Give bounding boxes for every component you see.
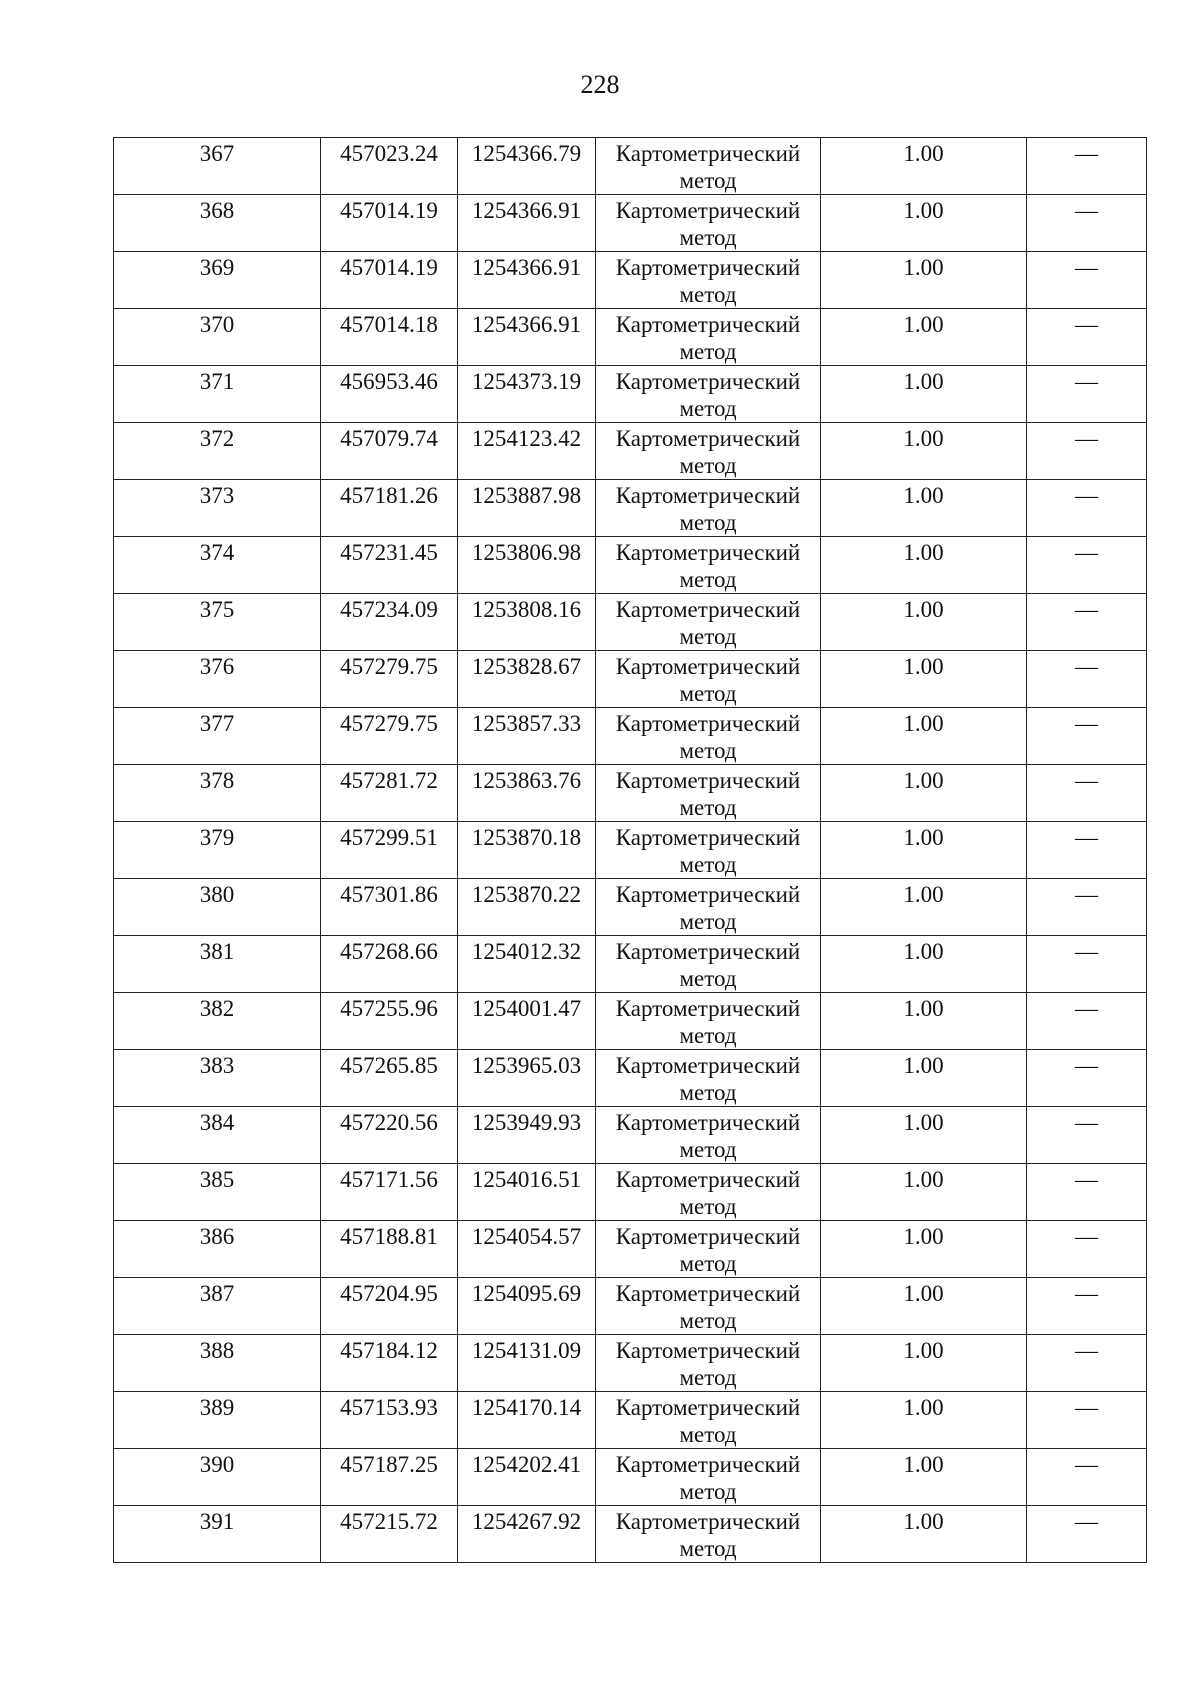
method-cell [596, 138, 821, 195]
note-cell [1027, 765, 1147, 822]
dash-mark: — [1075, 369, 1098, 394]
accuracy-cell: 1.00 [821, 1392, 1027, 1449]
y-coordinate-cell: 1253806.98 [458, 537, 596, 594]
dash-mark: — [1075, 1224, 1098, 1249]
method-cell [596, 936, 821, 993]
point-number-cell: 378 [114, 765, 321, 822]
point-number-cell: 373 [114, 480, 321, 537]
method-cell [596, 423, 821, 480]
accuracy-cell: 1.00 [821, 651, 1027, 708]
y-coordinate-cell: 1254366.91 [458, 195, 596, 252]
x-coordinate-cell: 457079.74 [321, 423, 458, 480]
table-row [114, 765, 1147, 822]
method-line-2: метод [679, 681, 737, 706]
method-line-1: Картометрический [615, 1053, 801, 1078]
dash-mark: — [1075, 825, 1098, 850]
y-coordinate-cell: 1254131.09 [458, 1335, 596, 1392]
y-coordinate-cell: 1253863.76 [458, 765, 596, 822]
table-row [114, 1506, 1147, 1563]
y-coordinate-cell: 1254373.19 [458, 366, 596, 423]
table-row [114, 708, 1147, 765]
note-cell [1027, 537, 1147, 594]
method-line-2: метод [679, 852, 737, 877]
point-number-cell: 379 [114, 822, 321, 879]
accuracy-cell: 1.00 [821, 1164, 1027, 1221]
dash-mark: — [1075, 1395, 1098, 1420]
method-line-2: метод [679, 1080, 737, 1105]
y-coordinate-cell: 1254012.32 [458, 936, 596, 993]
point-number-cell: 376 [114, 651, 321, 708]
table-row [114, 480, 1147, 537]
coordinates-table [113, 137, 1147, 1563]
method-line-1: Картометрический [615, 711, 801, 736]
method-line-2: метод [679, 567, 737, 592]
x-coordinate-cell: 457255.96 [321, 993, 458, 1050]
method-cell [596, 1107, 821, 1164]
dash-mark: — [1075, 312, 1098, 337]
table-row [114, 1278, 1147, 1335]
method-line-2: метод [679, 225, 737, 250]
method-line-1: Картометрический [615, 768, 801, 793]
accuracy-cell: 1.00 [821, 879, 1027, 936]
method-cell [596, 252, 821, 309]
table-row [114, 1335, 1147, 1392]
point-number-cell: 388 [114, 1335, 321, 1392]
note-cell [1027, 138, 1147, 195]
method-line-2: метод [679, 795, 737, 820]
table-row [114, 1164, 1147, 1221]
method-line-1: Картометрический [615, 597, 801, 622]
method-line-1: Картометрический [615, 882, 801, 907]
note-cell [1027, 1278, 1147, 1335]
note-cell [1027, 651, 1147, 708]
table-row [114, 138, 1147, 195]
method-line-2: метод [679, 396, 737, 421]
method-line-1: Картометрический [615, 369, 801, 394]
method-cell [596, 708, 821, 765]
point-number-cell: 384 [114, 1107, 321, 1164]
method-line-2: метод [679, 966, 737, 991]
point-number-cell: 387 [114, 1278, 321, 1335]
note-cell [1027, 309, 1147, 366]
accuracy-cell: 1.00 [821, 594, 1027, 651]
method-line-1: Картометрический [615, 312, 801, 337]
accuracy-cell: 1.00 [821, 480, 1027, 537]
table-row [114, 822, 1147, 879]
dash-mark: — [1075, 1110, 1098, 1135]
accuracy-cell: 1.00 [821, 822, 1027, 879]
dash-mark: — [1075, 768, 1098, 793]
accuracy-cell: 1.00 [821, 1050, 1027, 1107]
dash-mark: — [1075, 255, 1098, 280]
table-row [114, 879, 1147, 936]
x-coordinate-cell: 457153.93 [321, 1392, 458, 1449]
note-cell [1027, 993, 1147, 1050]
method-line-2: метод [679, 1308, 737, 1333]
note-cell [1027, 366, 1147, 423]
point-number-cell: 374 [114, 537, 321, 594]
accuracy-cell: 1.00 [821, 366, 1027, 423]
note-cell [1027, 1449, 1147, 1506]
point-number-cell: 382 [114, 993, 321, 1050]
y-coordinate-cell: 1254202.41 [458, 1449, 596, 1506]
x-coordinate-cell: 457265.85 [321, 1050, 458, 1107]
note-cell [1027, 1392, 1147, 1449]
method-cell [596, 195, 821, 252]
point-number-cell: 367 [114, 138, 321, 195]
dash-mark: — [1075, 654, 1098, 679]
method-line-2: метод [679, 1536, 737, 1561]
method-line-1: Картометрический [615, 255, 801, 280]
method-line-2: метод [679, 624, 737, 649]
dash-mark: — [1075, 1053, 1098, 1078]
note-cell [1027, 1050, 1147, 1107]
x-coordinate-cell: 456953.46 [321, 366, 458, 423]
note-cell [1027, 423, 1147, 480]
y-coordinate-cell: 1253808.16 [458, 594, 596, 651]
accuracy-cell: 1.00 [821, 708, 1027, 765]
method-line-2: метод [679, 1365, 737, 1390]
table-body [114, 138, 1147, 1563]
y-coordinate-cell: 1254001.47 [458, 993, 596, 1050]
point-number-cell: 377 [114, 708, 321, 765]
x-coordinate-cell: 457171.56 [321, 1164, 458, 1221]
method-line-2: метод [679, 282, 737, 307]
method-line-2: метод [679, 1023, 737, 1048]
point-number-cell: 383 [114, 1050, 321, 1107]
x-coordinate-cell: 457014.19 [321, 195, 458, 252]
table-row [114, 423, 1147, 480]
y-coordinate-cell: 1253857.33 [458, 708, 596, 765]
method-line-1: Картометрический [615, 1338, 801, 1363]
accuracy-cell: 1.00 [821, 993, 1027, 1050]
dash-mark: — [1075, 939, 1098, 964]
y-coordinate-cell: 1254095.69 [458, 1278, 596, 1335]
method-cell [596, 1449, 821, 1506]
dash-mark: — [1075, 1281, 1098, 1306]
method-cell [596, 879, 821, 936]
dash-mark: — [1075, 597, 1098, 622]
table-row [114, 537, 1147, 594]
note-cell [1027, 252, 1147, 309]
table-row [114, 936, 1147, 993]
method-cell [596, 993, 821, 1050]
x-coordinate-cell: 457299.51 [321, 822, 458, 879]
point-number-cell: 375 [114, 594, 321, 651]
x-coordinate-cell: 457187.25 [321, 1449, 458, 1506]
method-line-2: метод [679, 1422, 737, 1447]
method-line-1: Картометрический [615, 1281, 801, 1306]
y-coordinate-cell: 1254123.42 [458, 423, 596, 480]
point-number-cell: 372 [114, 423, 321, 480]
accuracy-cell: 1.00 [821, 537, 1027, 594]
method-line-1: Картометрический [615, 654, 801, 679]
x-coordinate-cell: 457234.09 [321, 594, 458, 651]
point-number-cell: 380 [114, 879, 321, 936]
method-line-2: метод [679, 1479, 737, 1504]
accuracy-cell: 1.00 [821, 765, 1027, 822]
method-line-2: метод [679, 168, 737, 193]
y-coordinate-cell: 1254366.79 [458, 138, 596, 195]
point-number-cell: 368 [114, 195, 321, 252]
method-line-2: метод [679, 738, 737, 763]
x-coordinate-cell: 457281.72 [321, 765, 458, 822]
note-cell [1027, 480, 1147, 537]
accuracy-cell: 1.00 [821, 936, 1027, 993]
table-row [114, 309, 1147, 366]
dash-mark: — [1075, 198, 1098, 223]
method-cell [596, 822, 821, 879]
point-number-cell: 386 [114, 1221, 321, 1278]
table-row [114, 1221, 1147, 1278]
method-line-2: метод [679, 339, 737, 364]
method-line-1: Картометрический [615, 198, 801, 223]
note-cell [1027, 822, 1147, 879]
method-line-2: метод [679, 453, 737, 478]
x-coordinate-cell: 457279.75 [321, 651, 458, 708]
dash-mark: — [1075, 1452, 1098, 1477]
dash-mark: — [1075, 1167, 1098, 1192]
y-coordinate-cell: 1253870.22 [458, 879, 596, 936]
table-row [114, 195, 1147, 252]
method-cell [596, 1164, 821, 1221]
point-number-cell: 371 [114, 366, 321, 423]
accuracy-cell: 1.00 [821, 195, 1027, 252]
note-cell [1027, 1107, 1147, 1164]
x-coordinate-cell: 457023.24 [321, 138, 458, 195]
method-cell [596, 480, 821, 537]
method-line-1: Картометрический [615, 1452, 801, 1477]
method-cell [596, 1392, 821, 1449]
point-number-cell: 390 [114, 1449, 321, 1506]
table-row [114, 366, 1147, 423]
method-line-1: Картометрический [615, 996, 801, 1021]
method-cell [596, 1335, 821, 1392]
x-coordinate-cell: 457220.56 [321, 1107, 458, 1164]
method-line-2: метод [679, 909, 737, 934]
table-row [114, 993, 1147, 1050]
point-number-cell: 391 [114, 1506, 321, 1563]
x-coordinate-cell: 457204.95 [321, 1278, 458, 1335]
method-line-1: Картометрический [615, 141, 801, 166]
accuracy-cell: 1.00 [821, 1449, 1027, 1506]
point-number-cell: 389 [114, 1392, 321, 1449]
accuracy-cell: 1.00 [821, 309, 1027, 366]
x-coordinate-cell: 457014.18 [321, 309, 458, 366]
x-coordinate-cell: 457215.72 [321, 1506, 458, 1563]
table-row [114, 651, 1147, 708]
method-line-2: метод [679, 1251, 737, 1276]
note-cell [1027, 1506, 1147, 1563]
method-cell [596, 309, 821, 366]
point-number-cell: 381 [114, 936, 321, 993]
x-coordinate-cell: 457268.66 [321, 936, 458, 993]
y-coordinate-cell: 1254366.91 [458, 252, 596, 309]
y-coordinate-cell: 1253870.18 [458, 822, 596, 879]
method-line-1: Картометрический [615, 1224, 801, 1249]
method-cell [596, 1221, 821, 1278]
dash-mark: — [1075, 711, 1098, 736]
x-coordinate-cell: 457231.45 [321, 537, 458, 594]
method-line-1: Картометрический [615, 939, 801, 964]
method-cell [596, 765, 821, 822]
accuracy-cell: 1.00 [821, 252, 1027, 309]
y-coordinate-cell: 1254366.91 [458, 309, 596, 366]
note-cell [1027, 1164, 1147, 1221]
method-line-2: метод [679, 1137, 737, 1162]
y-coordinate-cell: 1254170.14 [458, 1392, 596, 1449]
method-cell [596, 594, 821, 651]
note-cell [1027, 708, 1147, 765]
note-cell [1027, 879, 1147, 936]
x-coordinate-cell: 457279.75 [321, 708, 458, 765]
method-line-1: Картометрический [615, 483, 801, 508]
method-cell [596, 1506, 821, 1563]
point-number-cell: 370 [114, 309, 321, 366]
method-cell [596, 1050, 821, 1107]
method-cell [596, 651, 821, 708]
y-coordinate-cell: 1253828.67 [458, 651, 596, 708]
y-coordinate-cell: 1253887.98 [458, 480, 596, 537]
dash-mark: — [1075, 540, 1098, 565]
point-number-cell: 369 [114, 252, 321, 309]
x-coordinate-cell: 457301.86 [321, 879, 458, 936]
x-coordinate-cell: 457188.81 [321, 1221, 458, 1278]
dash-mark: — [1075, 141, 1098, 166]
dash-mark: — [1075, 483, 1098, 508]
table-row [114, 1449, 1147, 1506]
method-line-1: Картометрический [615, 1110, 801, 1135]
table-row [114, 1050, 1147, 1107]
method-line-1: Картометрический [615, 540, 801, 565]
table-row [114, 594, 1147, 651]
dash-mark: — [1075, 1509, 1098, 1534]
y-coordinate-cell: 1254016.51 [458, 1164, 596, 1221]
note-cell [1027, 195, 1147, 252]
page-number: 228 [580, 70, 620, 99]
y-coordinate-cell: 1253965.03 [458, 1050, 596, 1107]
note-cell [1027, 936, 1147, 993]
accuracy-cell: 1.00 [821, 423, 1027, 480]
accuracy-cell: 1.00 [821, 1278, 1027, 1335]
y-coordinate-cell: 1253949.93 [458, 1107, 596, 1164]
method-line-1: Картометрический [615, 1167, 801, 1192]
accuracy-cell: 1.00 [821, 1335, 1027, 1392]
accuracy-cell: 1.00 [821, 1107, 1027, 1164]
note-cell [1027, 1221, 1147, 1278]
accuracy-cell: 1.00 [821, 1506, 1027, 1563]
dash-mark: — [1075, 996, 1098, 1021]
accuracy-cell: 1.00 [821, 138, 1027, 195]
method-cell [596, 537, 821, 594]
y-coordinate-cell: 1254054.57 [458, 1221, 596, 1278]
table-row [114, 1107, 1147, 1164]
x-coordinate-cell: 457014.19 [321, 252, 458, 309]
point-number-cell: 385 [114, 1164, 321, 1221]
method-line-1: Картометрический [615, 1509, 801, 1534]
table-row [114, 1392, 1147, 1449]
accuracy-cell: 1.00 [821, 1221, 1027, 1278]
note-cell [1027, 594, 1147, 651]
method-line-1: Картометрический [615, 1395, 801, 1420]
method-cell [596, 1278, 821, 1335]
method-line-2: метод [679, 510, 737, 535]
y-coordinate-cell: 1254267.92 [458, 1506, 596, 1563]
x-coordinate-cell: 457184.12 [321, 1335, 458, 1392]
method-cell [596, 366, 821, 423]
note-cell [1027, 1335, 1147, 1392]
method-line-2: метод [679, 1194, 737, 1219]
table-row [114, 252, 1147, 309]
dash-mark: — [1075, 882, 1098, 907]
dash-mark: — [1075, 426, 1098, 451]
method-line-1: Картометрический [615, 825, 801, 850]
dash-mark: — [1075, 1338, 1098, 1363]
method-line-1: Картометрический [615, 426, 801, 451]
x-coordinate-cell: 457181.26 [321, 480, 458, 537]
